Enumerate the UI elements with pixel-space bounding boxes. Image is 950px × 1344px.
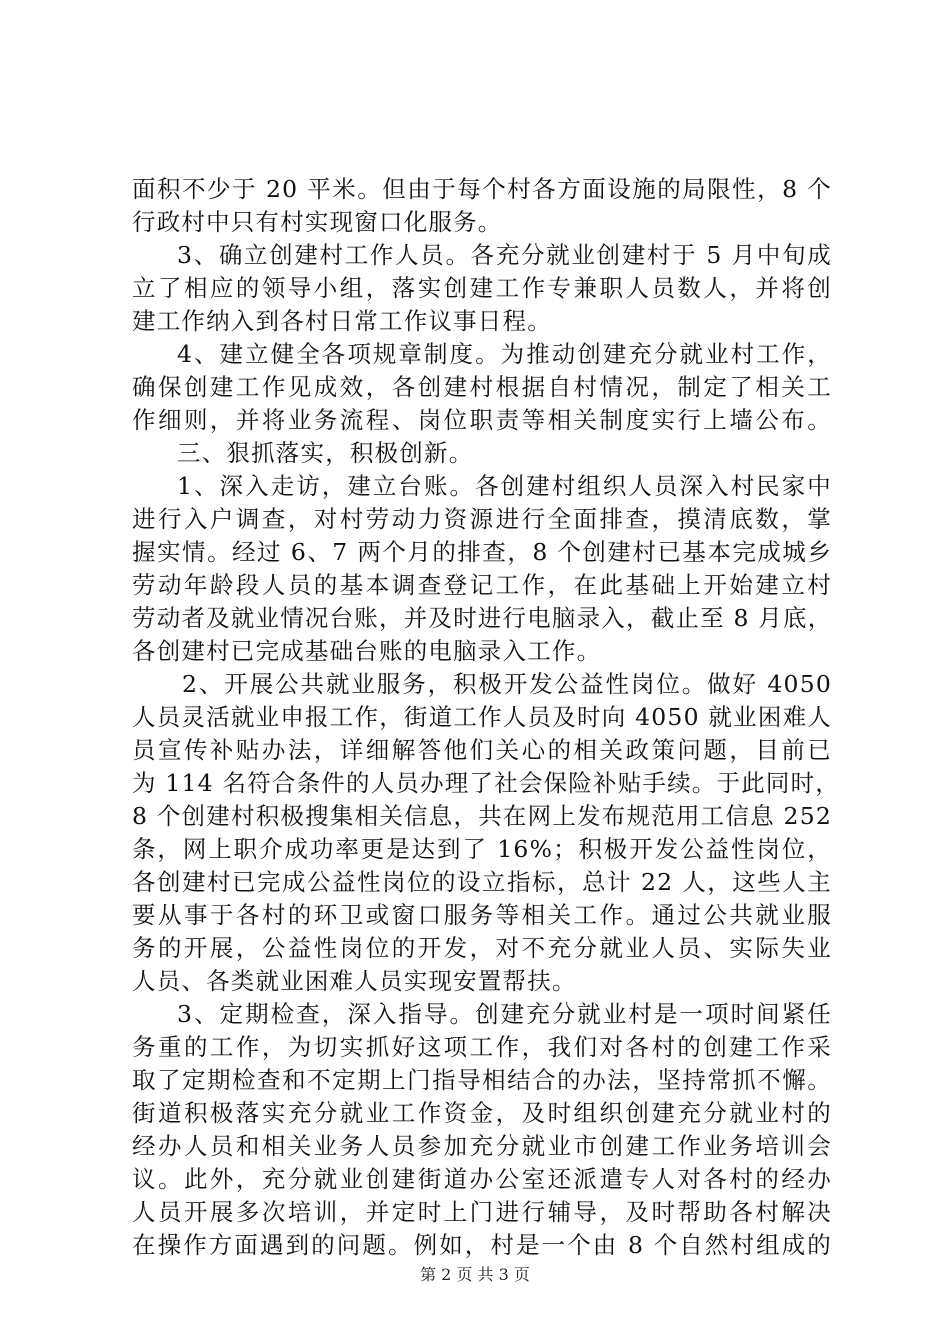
text-line: 在操作方面遇到的问题。例如，村是一个由 8 个自然村组成的 (132, 1231, 832, 1259)
page-footer: 第 2 页 共 3 页 (420, 1265, 530, 1284)
text-line: 3、确立创建村工作人员。各充分就业创建村于 5 月中旬成 (177, 241, 832, 269)
text-line: 人员开展多次培训，并定时上门进行辅导，及时帮助各村解决 (132, 1198, 832, 1226)
text-line: 行政村中只有村实现窗口化服务。 (132, 208, 503, 236)
text-line: 条，网上职介成功率更是达到了 16%；积极开发公益性岗位， (132, 835, 832, 863)
text-line: 1、深入走访，建立台账。各创建村组织人员深入村民家中 (177, 472, 832, 500)
text-line: 3、定期检查，深入指导。创建充分就业村是一项时间紧任 (177, 1000, 832, 1028)
text-line: 人员灵活就业申报工作，街道工作人员及时向 4050 就业困难人 (132, 703, 832, 731)
text-line: 经办人员和相关业务人员参加充分就业市创建工作业务培训会 (132, 1132, 832, 1160)
text-line: 人员、各类就业困难人员实现安置帮扶。 (132, 967, 577, 995)
text-line: 2、开展公共就业服务，积极开发公益性岗位。做好 4050 (182, 670, 832, 698)
text-line: 务重的工作，为切实抓好这项工作，我们对各村的创建工作采 (132, 1033, 832, 1061)
text-line: 进行入户调查，对村劳动力资源进行全面排查，摸清底数，掌 (132, 505, 832, 533)
section-heading: 三、狠抓落实，积极创新。 (177, 439, 474, 467)
text-line: 要从事于各村的环卫或窗口服务等相关工作。通过公共就业服 (132, 901, 832, 929)
text-line: 各创建村已完成基础台账的电脑录入工作。 (132, 637, 602, 665)
text-line: 立了相应的领导小组，落实创建工作专兼职人员数人，并将创 (132, 274, 832, 302)
text-line: 为 114 名符合条件的人员办理了社会保险补贴手续。于此同时， (132, 769, 840, 797)
text-line: 劳动者及就业情况台账，并及时进行电脑录入，截止至 8 月底， (132, 604, 833, 632)
text-line: 劳动年龄段人员的基本调查登记工作，在此基础上开始建立村 (132, 571, 832, 599)
text-line: 务的开展，公益性岗位的开发，对不充分就业人员、实际失业 (132, 934, 832, 962)
text-line: 握实情。经过 6、7 两个月的排查，8 个创建村已基本完成城乡 (132, 538, 832, 566)
text-line: 4、建立健全各项规章制度。为推动创建充分就业村工作， (177, 340, 832, 368)
text-line: 确保创建工作见成效，各创建村根据自村情况，制定了相关工 (132, 373, 832, 401)
text-line: 作细则，并将业务流程、岗位职责等相关制度实行上墙公布。 (132, 406, 832, 434)
text-line: 取了定期检查和不定期上门指导相结合的办法，坚持常抓不懈。 (132, 1066, 832, 1094)
text-line: 员宣传补贴办法，详细解答他们关心的相关政策问题，目前已 (132, 736, 832, 764)
text-line: 8 个创建村积极搜集相关信息，共在网上发布规范用工信息 252 (132, 802, 832, 830)
text-line: 建工作纳入到各村日常工作议事日程。 (132, 307, 552, 335)
text-line: 面积不少于 20 平米。但由于每个村各方面设施的局限性，8 个 (132, 175, 832, 203)
text-line: 议。此外，充分就业创建街道办公室还派遣专人对各村的经办 (132, 1165, 832, 1193)
text-line: 各创建村已完成公益性岗位的设立指标，总计 22 人，这些人主 (132, 868, 832, 896)
text-line: 街道积极落实充分就业工作资金，及时组织创建充分就业村的 (132, 1099, 832, 1127)
